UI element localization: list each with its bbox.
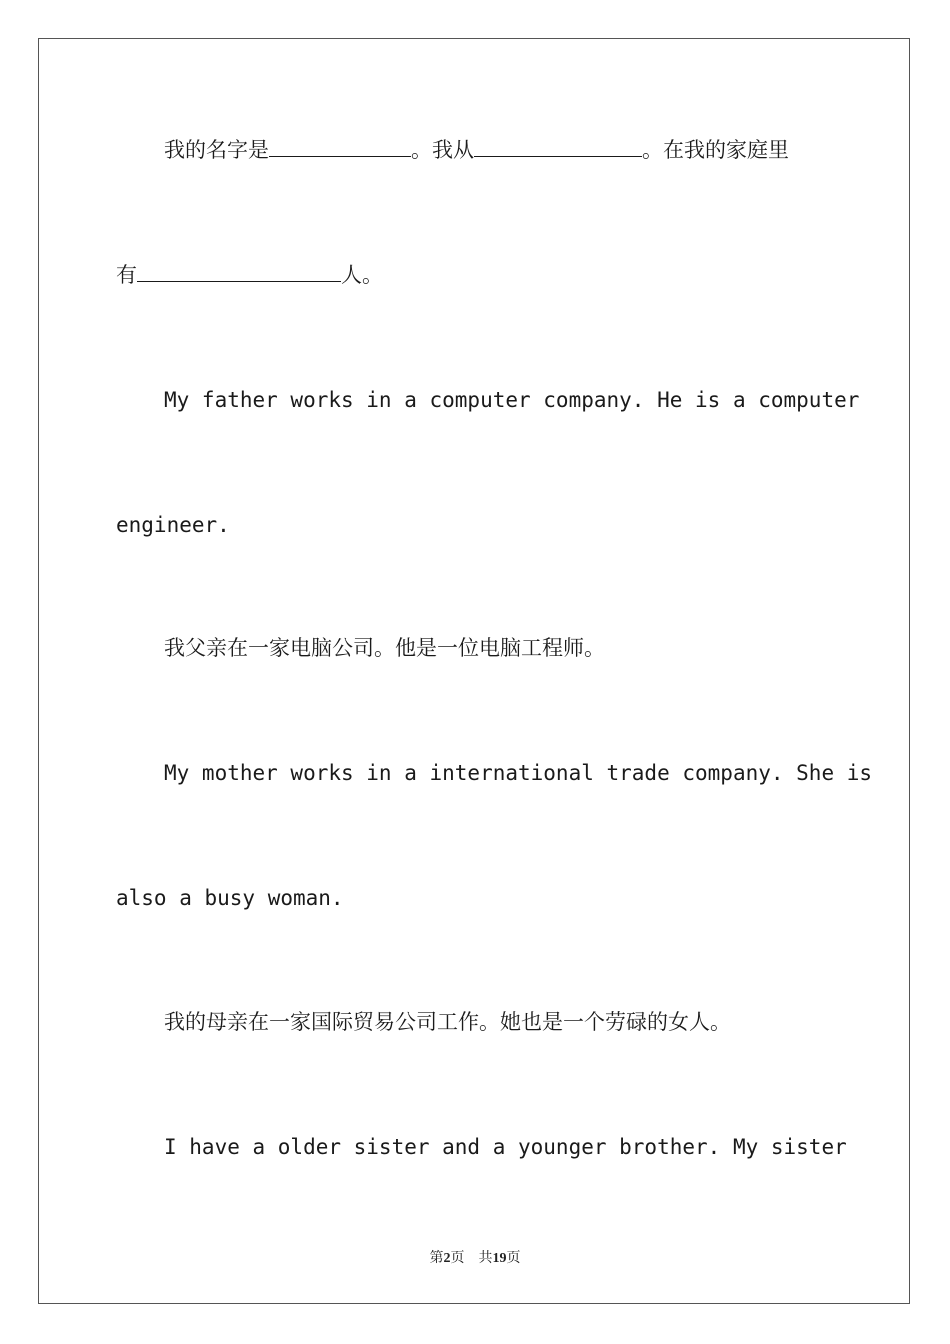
paragraph-father-en-line-1: My father works in a computer company. He is a computer xyxy=(164,388,860,412)
current-page-number: 2 xyxy=(443,1251,451,1266)
text-segment: 我的名字是 xyxy=(164,138,269,162)
family-count-blank-field[interactable] xyxy=(137,261,341,282)
footer-mid: 页 共 xyxy=(450,1251,493,1266)
name-blank-field[interactable] xyxy=(269,136,411,157)
text-segment: 人。 xyxy=(341,263,383,287)
page-border xyxy=(38,38,910,1304)
paragraph-father-zh: 我父亲在一家电脑公司。他是一位电脑工程师。 xyxy=(164,636,605,660)
paragraph-mother-zh: 我的母亲在一家国际贸易公司工作。她也是一个劳碌的女人。 xyxy=(164,1010,731,1034)
origin-blank-field[interactable] xyxy=(474,136,642,157)
footer-prefix: 第 xyxy=(429,1251,444,1266)
text-segment: 。在我的家庭里 xyxy=(642,138,789,162)
paragraph-intro-line-1 xyxy=(116,136,834,164)
paragraph-siblings-en-line-1: I have a older sister and a younger brother. My sister xyxy=(164,1135,847,1159)
page-footer xyxy=(0,1247,950,1267)
footer-suffix: 页 xyxy=(506,1251,521,1266)
paragraph-mother-en-line-2: also a busy woman. xyxy=(116,886,344,910)
text-segment: 。我从 xyxy=(411,138,474,162)
paragraph-intro-line-2 xyxy=(116,261,834,289)
paragraph-mother-en-line-1: My mother works in a international trade company. She is xyxy=(164,761,873,785)
text-segment: 有 xyxy=(116,263,137,287)
paragraph-father-en-line-2: engineer. xyxy=(116,513,230,537)
total-page-number: 19 xyxy=(492,1251,507,1266)
